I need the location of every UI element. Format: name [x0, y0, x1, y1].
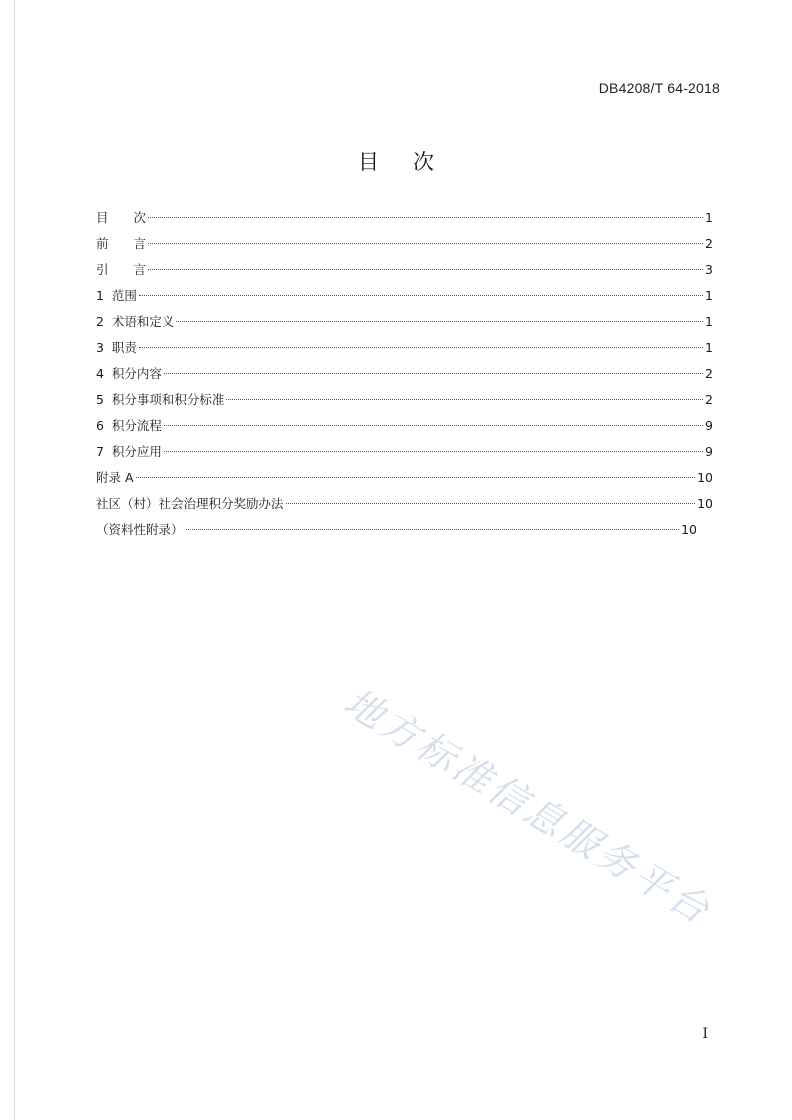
- toc-leader-dots: [148, 269, 703, 270]
- toc-entry-title: 社区（村）社会治理积分奖励办法: [96, 496, 284, 511]
- toc-entry-appendix-a[interactable]: [96, 468, 713, 494]
- document-code: DB4208/T 64-2018: [598, 80, 720, 96]
- toc-entry-section-5[interactable]: [96, 390, 713, 416]
- toc-leader-dots: [136, 477, 696, 478]
- toc-entry-page: 1: [705, 288, 713, 303]
- watermark-text: 地方标准信息服务平台: [336, 679, 720, 934]
- toc-entry-page: 10: [681, 522, 697, 537]
- toc-entry-page: 10: [697, 496, 713, 511]
- toc-entry-title: 引 言: [96, 262, 147, 277]
- toc-entry-page: 1: [705, 340, 713, 355]
- toc-entry-page: 1: [705, 314, 713, 329]
- toc-entry-page: 9: [705, 444, 713, 459]
- toc-entry-appendix-title[interactable]: [96, 494, 713, 520]
- toc-entry-title: 7 积分应用: [96, 444, 162, 459]
- toc-leader-dots: [139, 347, 703, 348]
- toc-entry-appendix-type[interactable]: [96, 520, 697, 546]
- toc-entry-page: 10: [697, 470, 713, 485]
- toc-entry-page: 2: [705, 236, 713, 251]
- toc-entry-title: 前 言: [96, 236, 147, 251]
- page-title: [0, 146, 792, 176]
- toc-entry-title: 1 范围: [96, 288, 137, 303]
- toc-entry-page: 1: [705, 210, 713, 225]
- toc-entry-qianyan[interactable]: [96, 234, 713, 260]
- table-of-contents: [96, 208, 713, 546]
- toc-entry-section-1[interactable]: [96, 286, 713, 312]
- toc-leader-dots: [286, 503, 696, 504]
- toc-leader-dots: [164, 451, 703, 452]
- page-title-char-1: 目: [358, 150, 379, 174]
- toc-entry-title: 目 次: [96, 210, 147, 225]
- toc-entry-section-3[interactable]: [96, 338, 713, 364]
- toc-leader-dots: [164, 425, 703, 426]
- toc-entry-title: 附录 A: [96, 470, 134, 485]
- toc-entry-page: 3: [705, 262, 713, 277]
- toc-entry-page: 2: [705, 392, 713, 407]
- toc-leader-dots: [148, 217, 703, 218]
- toc-entry-title: 6 积分流程: [96, 418, 162, 433]
- toc-entry-title: 4 积分内容: [96, 366, 162, 381]
- toc-entry-mulu[interactable]: [96, 208, 713, 234]
- toc-leader-dots: [164, 373, 703, 374]
- toc-leader-dots: [148, 243, 703, 244]
- toc-entry-section-7[interactable]: [96, 442, 713, 468]
- page-number: I: [702, 1026, 708, 1042]
- page-title-char-2: 次: [413, 150, 434, 174]
- toc-leader-dots: [176, 321, 703, 322]
- toc-entry-title: 2 术语和定义: [96, 314, 175, 329]
- toc-leader-dots: [186, 529, 680, 530]
- toc-entry-section-4[interactable]: [96, 364, 713, 390]
- toc-entry-yinyan[interactable]: [96, 260, 713, 286]
- toc-entry-title: 5 积分事项和积分标准: [96, 392, 225, 407]
- toc-entry-page: 9: [705, 418, 713, 433]
- toc-leader-dots: [226, 399, 703, 400]
- toc-entry-title: 3 职责: [96, 340, 137, 355]
- toc-entry-title: （资料性附录）: [96, 522, 184, 537]
- toc-entry-page: 2: [705, 366, 713, 381]
- toc-leader-dots: [139, 295, 703, 296]
- toc-entry-section-6[interactable]: [96, 416, 713, 442]
- toc-entry-section-2[interactable]: [96, 312, 713, 338]
